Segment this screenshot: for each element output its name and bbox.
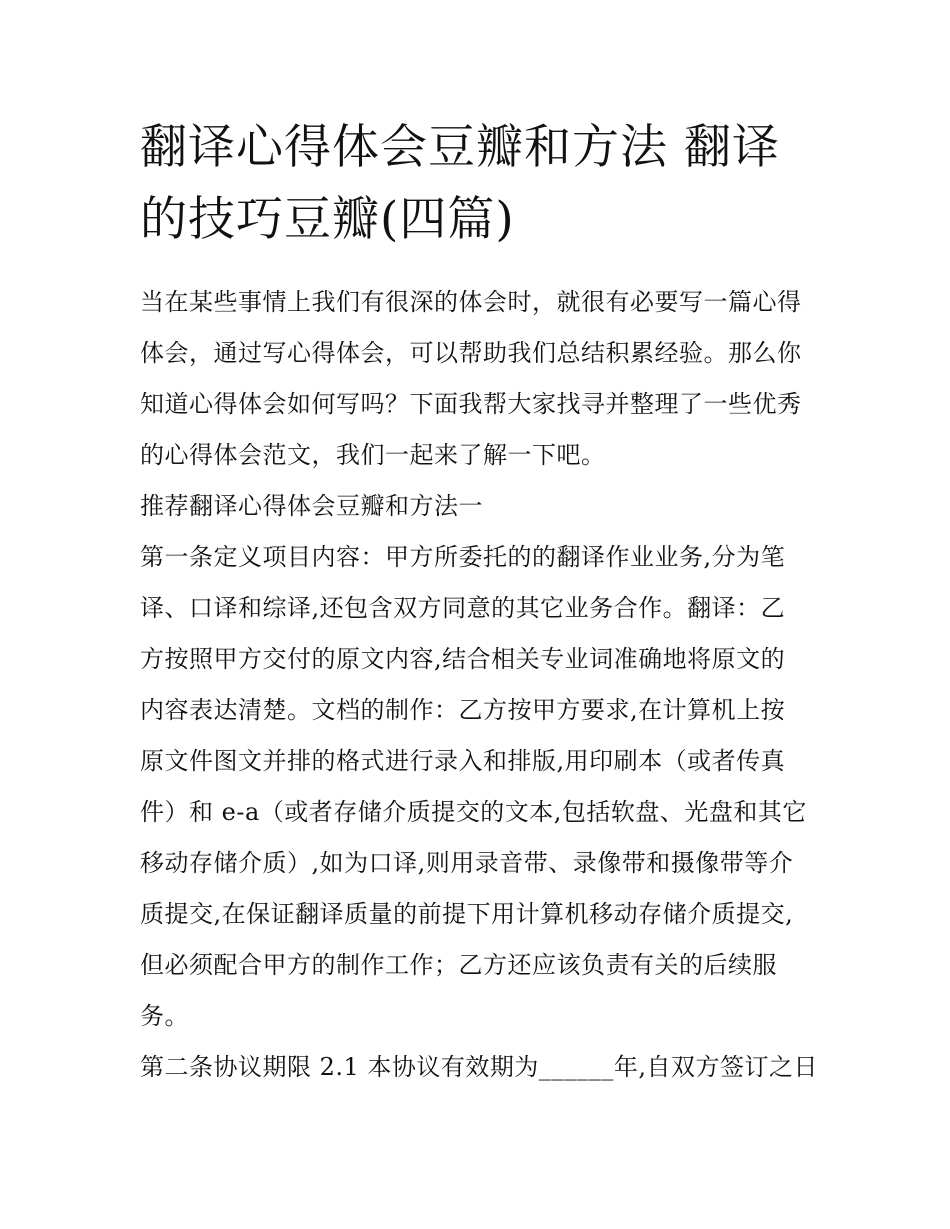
clause-line: 件）和 e-a（或者存储介质提交的文本,包括软盘、光盘和其它	[140, 798, 807, 826]
document-body	[140, 277, 830, 1093]
clause-line: 移动存储介质）,如为口译,则用录音带、录像带和摄像带等介	[140, 849, 794, 877]
clause-line: 质提交,在保证翻译质量的前提下用计算机移动存储介质提交,	[140, 900, 794, 928]
clause-line: 第二条协议期限 2.1 本协议有效期为______年,自双方签订之日	[140, 1053, 819, 1081]
intro-line: 知道心得体会如何写吗？下面我帮大家找寻并整理了一些优秀	[140, 390, 802, 418]
intro-line: 的心得体会范文，我们一起来了解一下吧。	[140, 441, 606, 469]
clause-line: 但必须配合甲方的制作工作；乙方还应该负责有关的后续服	[140, 951, 777, 979]
clause-line: 原文件图文并排的格式进行录入和排版,用印刷本（或者传真	[140, 747, 786, 775]
intro-line: 体会，通过写心得体会，可以帮助我们总结积累经验。那么你	[140, 339, 802, 367]
clause-line: 务。	[140, 1002, 189, 1030]
intro-line: 当在某些事情上我们有很深的体会时，就很有必要写一篇心得	[140, 288, 802, 316]
section-heading: 推荐翻译心得体会豆瓣和方法一	[140, 492, 483, 520]
clause-line: 内容表达清楚。文档的制作：乙方按甲方要求,在计算机上按	[140, 696, 786, 724]
clause-line: 方按照甲方交付的原文内容,结合相关专业词准确地将原文的	[140, 645, 786, 673]
title-line: 翻译心得体会豆瓣和方法 翻译	[140, 120, 780, 175]
clause-line: 译、口译和综译,还包含双方同意的其它业务合作。翻译：乙	[140, 594, 786, 622]
title-line: 的技巧豆瓣(四篇)	[140, 192, 515, 247]
document-title	[140, 112, 820, 256]
clause-line: 第一条定义项目内容：甲方所委托的的翻译作业业务,分为笔	[140, 543, 786, 571]
